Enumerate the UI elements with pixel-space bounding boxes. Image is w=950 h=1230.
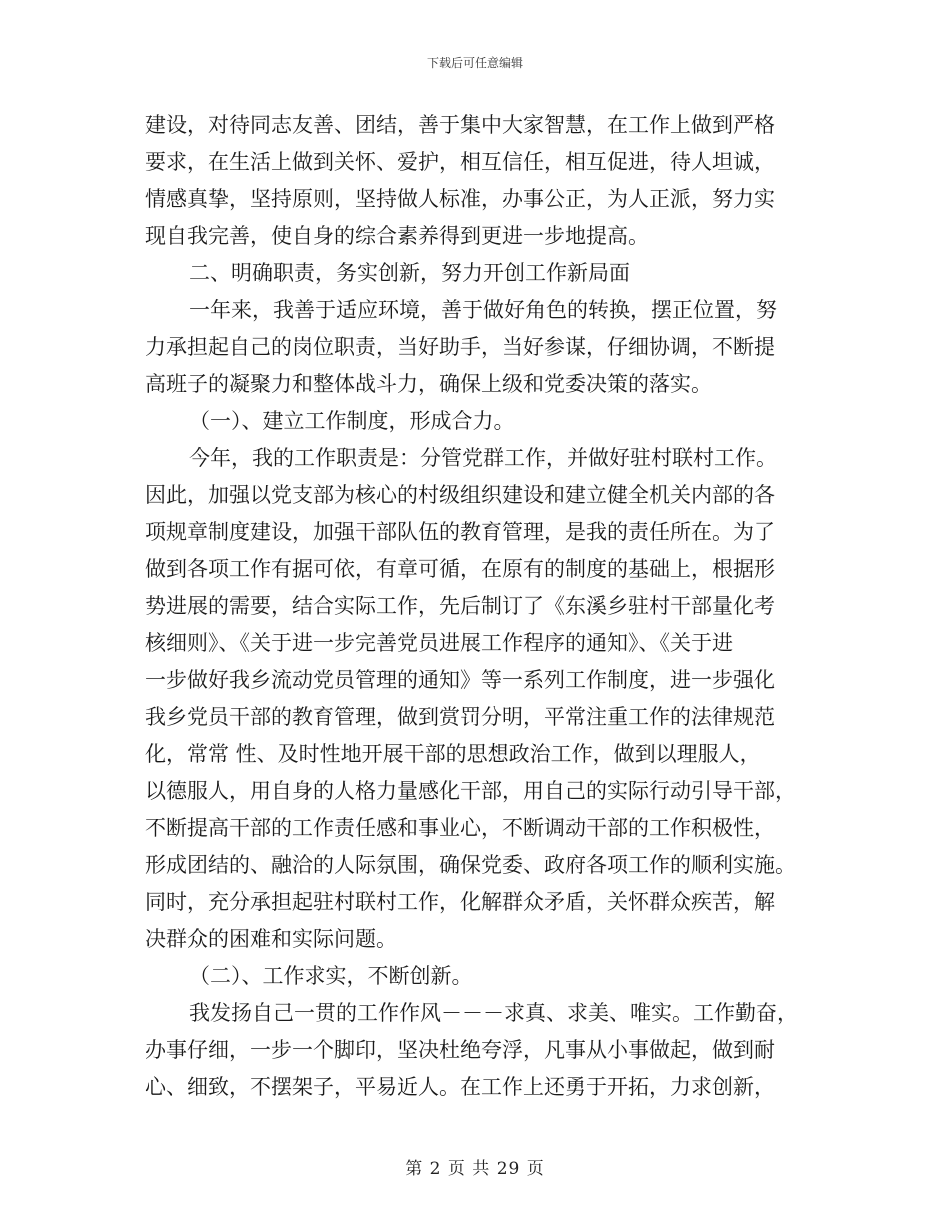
text-line: 建设，对待同志友善、团结，善于集中大家智慧，在工作上做到严格 (145, 113, 775, 137)
text-line: 高班子的凝聚力和整体战斗力，确保上级和党委决策的落实。 (145, 372, 712, 396)
text-line: 因此，加强以党支部为核心的村级组织建设和建立健全机关内部的各 (145, 483, 775, 507)
text-line: 心、细致，不摆架子，平易近人。在工作上还勇于开拓，力求创新， (145, 1075, 775, 1099)
text-line: 办事仔细，一步一个脚印，坚决杜绝夸浮，凡事从小事做起，做到耐 (145, 1038, 775, 1062)
text-line: 势进展的需要，结合实际工作，先后制订了《东溪乡驻村干部量化考 (145, 594, 775, 618)
page-header: 下载后可任意编辑 (426, 56, 523, 70)
text-line: 情感真挚，坚持原则，坚持做人标准，办事公正，为人正派，努力实 (145, 187, 775, 211)
page-number-footer: 第 2 页 共 29 页 (405, 1159, 545, 1179)
text-line: 今年，我的工作职责是：分管党群工作，并做好驻村联村工作。 (189, 446, 777, 470)
text-line: 做到各项工作有据可依，有章可循，在原有的制度的基础上，根据形 (145, 557, 775, 581)
text-line: 项规章制度建设，加强干部队伍的教育管理，是我的责任所在。为了 (145, 520, 775, 544)
subsection-heading: （二）、工作求实，不断创新。 (189, 964, 473, 988)
text-line: 我发扬自己一贯的工作作风－－－求真、求美、唯实。工作勤奋， (189, 1001, 798, 1025)
subsection-heading: （一）、建立工作制度，形成合力。 (189, 409, 515, 433)
text-line: 不断提高干部的工作责任感和事业心，不断调动干部的工作积极性， (145, 816, 775, 840)
text-line: 一年来，我善于适应环境，善于做好角色的转换，摆正位置，努 (189, 298, 777, 322)
text-line: 化，常常 性、及时性地开展干部的思想政治工作，做到以理服人， (145, 742, 761, 766)
text-line: 以德服人，用自身的人格力量感化干部，用自己的实际行动引导干部， (145, 779, 796, 803)
text-line: 核细则》、《关于进一步完善党员进展工作程序的通知》、《关于进 (145, 631, 733, 655)
text-line: 力承担起自己的岗位职责，当好助手，当好参谋，仔细协调，不断提 (145, 335, 775, 359)
text-line: 同时，充分承担起驻村联村工作，化解群众矛盾，关怀群众疾苦，解 (145, 890, 775, 914)
text-line: 形成团结的、融洽的人际氛围，确保党委、政府各项工作的顺利实施。 (145, 853, 796, 877)
text-line: 决群众的困难和实际问题。 (145, 927, 397, 951)
text-line: 一步做好我乡流动党员管理的通知》等一系列工作制度，进一步强化 (145, 668, 775, 692)
text-line: 现自我完善，使自身的综合素养得到更进一步地提高。 (145, 224, 649, 248)
text-line: 我乡党员干部的教育管理，做到赏罚分明，平常注重工作的法律规范 (145, 705, 775, 729)
text-line: 要求，在生活上做到关怀、爱护，相互信任，相互促进，待人坦诚， (145, 150, 775, 174)
document-body (145, 107, 810, 1106)
section-heading: 二、明确职责，务实创新，努力开创工作新局面 (189, 261, 630, 285)
